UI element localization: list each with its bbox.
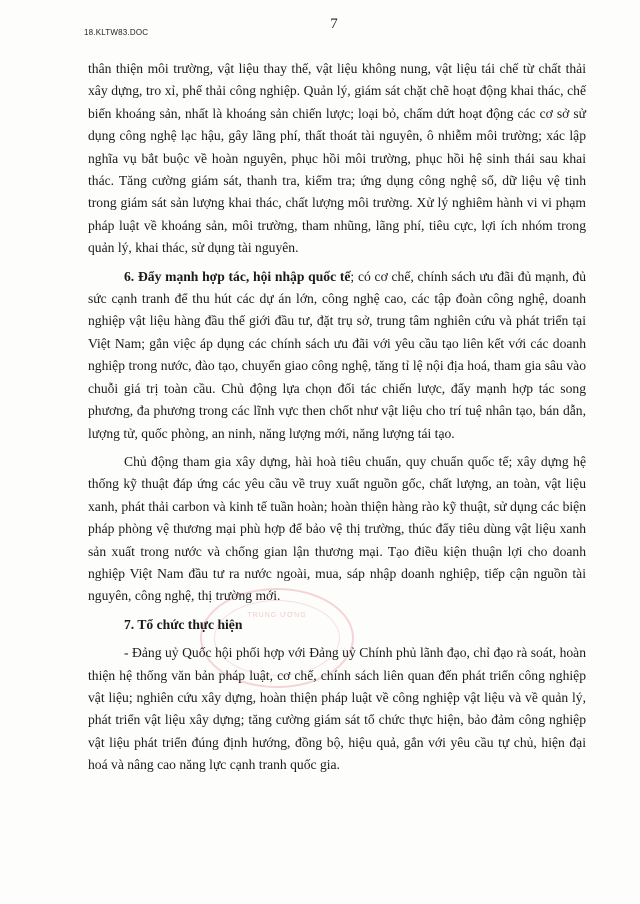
document-file-name: 18.KLTW83.DOC [84,28,149,37]
paragraph-standards: Chủ động tham gia xây dựng, hài hoà tiêu chuẩn, quy chuẩn quốc tế; xây dựng hệ thống kỹ thuật đáp ứng các yêu cầu về truy xuất nguồn gốc, chất lượng, an toàn, vật liệu xanh, phát thải carbon và kinh tế tuần hoàn; hoàn thiện hàng rào kỹ thuật, sử dụng các biện pháp phòng vệ thương mại phù hợp để bảo vệ thị trường, thúc đẩy tiêu dùng vật liệu xanh sản xuất trong nước và chống gian lận thương mại. Tạo điều kiện thuận lợi cho doanh nghiệp Việt Nam đầu tư ra nước ngoài, mua, sáp nhập doanh nghiệp, tiếp cận nguồn tài nguyên, công nghệ, thị trường mới. [88,453,586,604]
page-number: 7 [330,16,338,32]
section-6-text: ; có cơ chế, chính sách ưu đãi đủ mạnh, đủ sức cạnh tranh để thu hút các dự án lớn, công nghệ cao, các tập đoàn công nghệ, doanh nghiệp vật liệu hàng đầu thế giới đầu tư, đặt trụ sở, trung tâm nghiên cứu và phát triển tại Việt Nam; gắn việc áp dụng các chính sách ưu đãi với yêu cầu tạo liên kết với các doanh nghiệp trong nước, đào tạo, chuyển giao công nghệ, tăng tỉ lệ nội địa hoá, tham gia sâu vào chuỗi giá trị toàn cầu. Chủ động lựa chọn đối tác chiến lược, đẩy mạnh hợp tác song phương, đa phương trong các lĩnh vực then chốt như vật liệu cho trí tuệ nhân tạo, bán dẫn, lượng tử, quốc phòng, an ninh, năng lượng mới, năng lượng tái tạo. [88,268,586,441]
paragraph-continuation: thân thiện môi trường, vật liệu thay thế, vật liệu không nung, vật liệu tái chế từ chất thải xây dựng, tro xỉ, phế thải công nghiệp. Quản lý, giám sát chặt chẽ hoạt động khai thác, chế biến khoáng sản, nhất là khoáng sản chiến lược; loại bỏ, chấm dứt hoạt động các cơ sở sử dụng công nghệ lạc hậu, gây lãng phí, thất thoát tài nguyên, ô nhiễm môi trường; xác lập nghĩa vụ bắt buộc về hoàn nguyên, phục hồi môi trường, phục hồi hệ sinh thái sau khai thác. Tăng cường giám sát, thanh tra, kiểm tra; ứng dụng công nghệ số, dữ liệu vệ tinh trong giám sát sản lượng khai thác, chất lượng môi trường. Xử lý nghiêm hành vi vi phạm pháp luật về khoáng sản, môi trường, tham nhũng, lãng phí, tiêu cực, lợi ích nhóm trong quản lý, khai thác, sử dụng tài nguyên. [88,61,586,256]
document-body [88,58,586,783]
section-6-title: 6. Đẩy mạnh hợp tác, hội nhập quốc tế [124,268,351,284]
paragraph-section-6 [88,266,586,445]
stamp-seal-lettering: TRUNG ƯƠNG [247,612,307,619]
section-7-heading: 7. Tổ chức thực hiện [124,616,243,632]
paragraph-section-7-item: - Đảng uỷ Quốc hội phối hợp với Đảng uỷ Chính phủ lãnh đạo, chỉ đạo rà soát, hoàn thiện hệ thống văn bản pháp luật, cơ chế, chính sách liên quan đến phát triển công nghiệp vật liệu; nghiên cứu xây dựng, hoàn thiện pháp luật về công nghiệp vật liệu và về quản lý, phát triển vật liệu xây dựng; tăng cường giám sát tổ chức thực hiện, bảo đảm công nghiệp vật liệu phát triển đúng định hướng, đồng bộ, hiệu quả, gắn với yêu cầu tự chủ, hiện đại hoá và nâng cao năng lực cạnh tranh quốc gia. [88,645,586,773]
